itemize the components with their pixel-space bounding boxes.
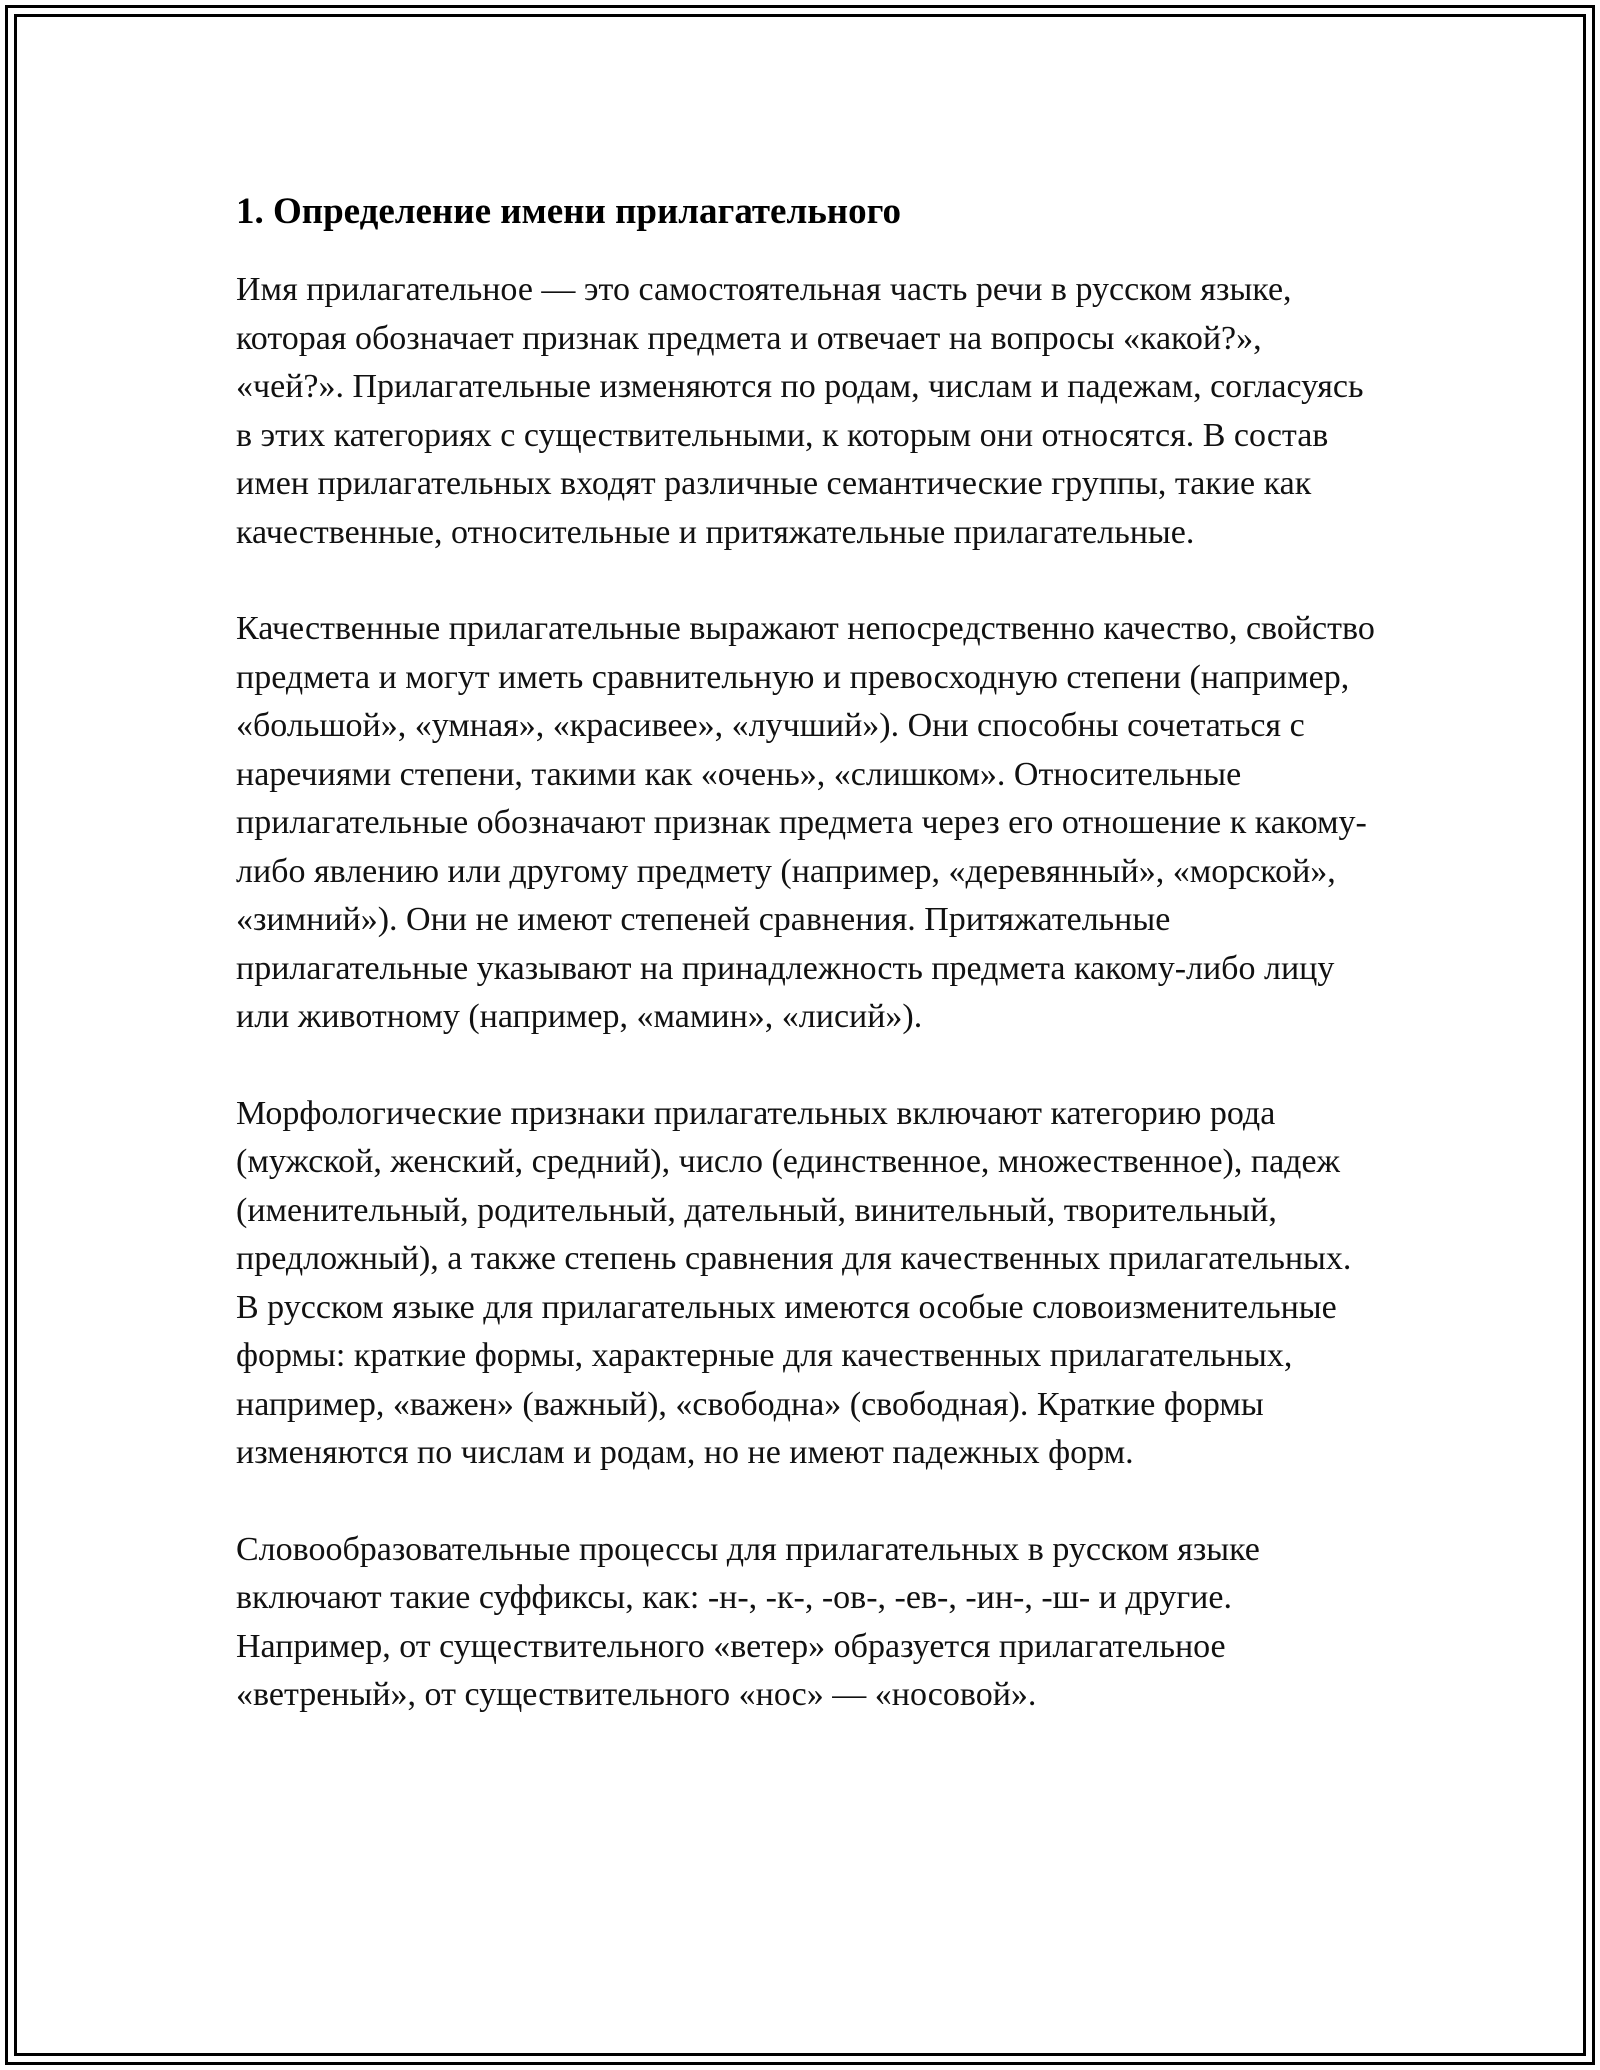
- document-body: [236, 186, 1376, 1768]
- section-heading: 1. Определение имени прилагательного: [236, 191, 902, 232]
- paragraph-definition: Имя прилагательное — это самостоятельная часть речи в русском языке, которая обозначает признак предмета и отвечает на вопросы «какой?», «чей?». Прилагательные изменяются по родам, числам и падежам, согласуясь в этих категориях с существительными, к которым они относятся. В состав имен прилагательных входят различные семантические группы, такие как качественные, относительные и притяжательные прилагательные.: [236, 271, 1364, 551]
- paragraph-qualitative: Качественные прилагательные выражают непосредственно качество, свойство предмета и могут иметь сравнительную и превосходную степени (например, «большой», «умная», «красивее», «лучший»). Они способны сочетаться с наречиями степени, такими как «очень», «слишком». Относительные прилагательные обозначают признак предмета через его отношение к какому-либо явлению или другому предмету (например, «деревянный», «морской», «зимний»). Они не имеют степеней сравнения. Притяжательные прилагательные указывают на принадлежность предмета какому-либо лицу или животному (например, «мамин», «лисий»).: [236, 610, 1375, 1035]
- paragraph-morphology: Морфологические признаки прилагательных включают категорию рода (мужской, женский, средний), число (единственное, множественное), падеж (именительный, родительный, дательный, винительный, творительный, предложный), а также степень сравнения для качественных прилагательных. В русском языке для прилагательных имеются особые словоизменительные формы: краткие формы, характерные для качественных прилагательных, например, «важен» (важный), «свободна» (свободная). Краткие формы изменяются по числам и родам, но не имеют падежных форм.: [236, 1094, 1352, 1471]
- paragraph-word-formation: Словообразовательные процессы для прилагательных в русском языке включают такие суффиксы, как: -н-, -к-, -ов-, -ев-, -ин-, -ш- и другие. Например, от существительного «ветер» образуется прилагательное «ветреный», от существительного «нос» — «носовой».: [236, 1530, 1260, 1713]
